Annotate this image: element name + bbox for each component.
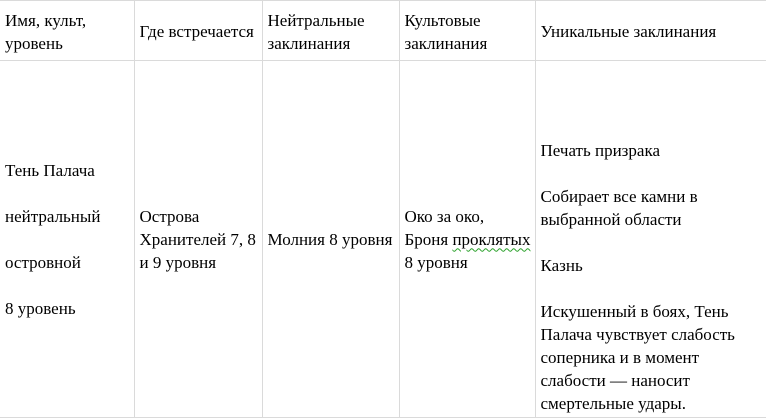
unique-spell-2-name: Казнь (540, 256, 583, 275)
header-neutral-spells: Нейтральные заклинания (262, 1, 399, 61)
header-cult-spells: Культовые заклинания (399, 1, 535, 61)
paragraph-spacer (541, 162, 762, 185)
paragraph-spacer (541, 231, 762, 254)
unique-spell-1-name: Печать призрака (540, 141, 660, 160)
spellcheck-flagged-word: проклятых (452, 229, 531, 249)
paragraph-spacer (5, 274, 130, 297)
paragraph-spacer (5, 228, 130, 251)
cell-unique-spells (535, 61, 766, 418)
creature-cult: нейтральный (5, 206, 101, 226)
cell-cult-spells (399, 61, 535, 418)
creature-name: Тень Палача (5, 160, 95, 180)
table-header-row (0, 1, 766, 61)
cell-neutral-spells: Молния 8 уровня (262, 61, 399, 418)
cult-spells-text-1: Око за око, Броня (404, 206, 485, 249)
paragraph-spacer (5, 182, 130, 205)
cell-location: Острова Хранителей 7, 8 и 9 уровня (134, 61, 262, 418)
table-row (0, 61, 766, 418)
unique-spell-2-description: Искушенный в боях, Тень Палача чувствует слабость соперника и в момент слабости — наносит смертельные удары. (540, 302, 735, 413)
cult-spells-text-2: 8 уровня (404, 252, 468, 272)
creature-type: островной (5, 252, 81, 272)
paragraph-spacer (541, 277, 762, 300)
cell-name-cult-level (0, 61, 134, 418)
header-unique-spells: Уникальные заклинания (535, 1, 766, 61)
unique-spell-1-description: Собирает все камни в выбранной области (540, 187, 698, 229)
creature-level: 8 уровень (5, 298, 76, 318)
header-location: Где встречается (134, 1, 262, 61)
header-name-cult-level: Имя, культ, уровень (0, 1, 134, 61)
